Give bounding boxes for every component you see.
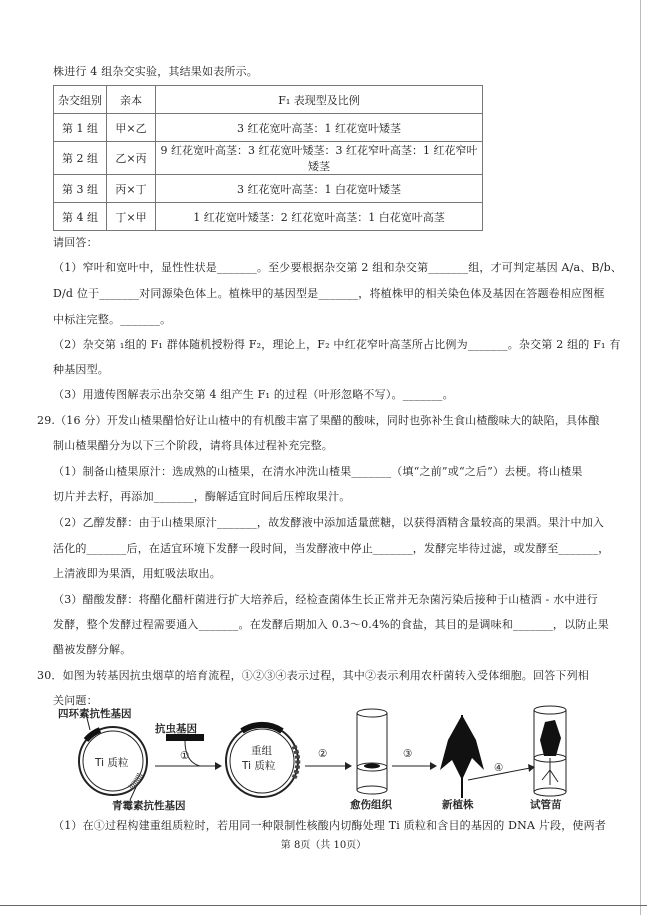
table-header: 亲本	[107, 86, 156, 114]
table-cell: 丁×甲	[107, 203, 156, 231]
step3-label: ③	[403, 748, 413, 760]
table-header: 杂交组别	[54, 86, 107, 114]
new-plant-shape	[440, 715, 484, 798]
intro-text: 株进行 4 组杂交实验，其结果如表所示。	[53, 65, 258, 78]
table-header: F₁ 表现型及比例	[156, 86, 483, 114]
table-cell: 第 3 组	[54, 175, 107, 203]
callus-label: 愈伤组织	[350, 799, 392, 811]
q29-line: （3）醋酸发酵：将醋化醋杆菌进行扩大培养后，经检查菌体生长正常并无杂菌污染后接种于山楂酒 - 水中进行	[53, 593, 598, 606]
recombinant-label-1: 重组	[251, 745, 272, 757]
q29-line: 醋被发酵分解。	[53, 643, 132, 656]
step4-label: ④	[494, 762, 504, 774]
q28-line: （1）窄叶和宽叶中，显性性状是_______。至少要根据杂交第 2 组和杂交第_______组，才可判定基因 A/a、B/b、	[53, 261, 623, 274]
table-header-row	[54, 86, 483, 114]
table-row	[54, 114, 483, 142]
tetracycline-gene-label: 四环素抗性基因	[58, 708, 132, 720]
table-row	[54, 142, 483, 175]
q28-line: D/d 位于_______对同源染色体上。植株甲的基因型是_______，将植株甲的相关染色体及基因在答题卷相应图框	[53, 287, 605, 300]
q29-line: 上清液即为果酒，用虹吸法取出。	[53, 567, 221, 580]
table-cell: 乙×丙	[107, 142, 156, 175]
plantlet-label: 试管苗	[530, 799, 562, 811]
q29-line: 制山楂果醋分为以下三个阶段，请将具体过程补充完整。	[53, 439, 333, 452]
page-edge-bottom	[0, 905, 647, 906]
table-cell: 丙×丁	[107, 175, 156, 203]
table-cell: 3 红花宽叶高茎：1 白花宽叶矮茎	[156, 175, 483, 203]
table-cell: 9 红花宽叶高茎：3 红花宽叶矮茎：3 红花窄叶高茎：1 红花窄叶矮茎	[156, 142, 483, 175]
q28-line: 中标注完整。_______。	[53, 313, 172, 326]
q29-line: （1）制备山楂果原汁：选成熟的山楂果，在清水冲洗山楂果_______（填“之前”或“之后”）去梗。将山楂果	[53, 465, 583, 478]
q28-line: （2）杂交第 ₁组的 F₁ 群体随机授粉得 F₂，理论上，F₂ 中红花窄叶高茎所占比例为_______。杂交第 2 组的 F₁ 有	[53, 338, 621, 351]
cross-results-table	[53, 85, 483, 231]
q28-prompt: 请回答：	[53, 236, 98, 249]
table-cell: 3 红花宽叶高茎：1 红花宽叶矮茎	[156, 114, 483, 142]
recombinant-label-2: Ti 质粒	[242, 760, 276, 772]
ti-plasmid-label: Ti 质粒	[95, 757, 129, 769]
table-cell: 1 红花宽叶矮茎：2 红花宽叶高茎：1 白花宽叶高茎	[156, 203, 483, 231]
q28-line: （3）用遗传图解表示出杂交第 4 组产生 F₁ 的过程（叶形忽略不写）。_______。	[53, 388, 454, 401]
insect-gene-label: 抗虫基因	[155, 723, 197, 735]
test-tube-plantlet	[534, 706, 566, 796]
q29-line: 29.（16 分）开发山楂果醋恰好让山楂中的有机酸丰富了果醋的酸味，同时也弥补生食山楂酸味大的缺陷，具体酿	[37, 414, 600, 427]
page-footer: 第 8页（共 10页）	[280, 840, 367, 851]
q30-line: 30．如图为转基因抗虫烟草的培育流程，①②③④表示过程，其中②表示利用农杆菌转入受体细胞。回答下列相	[37, 669, 589, 682]
table-row	[54, 175, 483, 203]
q29-line: 切片并去籽，再添加_______，酶解适宜时间后压榨取果汁。	[53, 490, 351, 503]
q29-line: 活化的_______后，在适宜环境下发酵一段时间，当发酵液中停止_______，发酵完毕待过滤，或发酵至_______，	[53, 542, 610, 555]
penicillin-gene-label: 青霉素抗性基因	[112, 800, 186, 812]
q30-sub1: （1）在①过程构建重组质粒时，若用同一种限制性核酸内切酶处理 Ti 质粒和含目的基因的 DNA 片段，使两者	[53, 819, 607, 832]
table-cell: 第 4 组	[54, 203, 107, 231]
table-row	[54, 203, 483, 231]
step1-label: ①	[180, 750, 190, 762]
callus-tube	[357, 709, 387, 794]
step2-label: ②	[318, 748, 328, 760]
table-cell: 第 2 组	[54, 142, 107, 175]
table-cell: 第 1 组	[54, 114, 107, 142]
new-plant-label: 新植株	[442, 799, 474, 811]
table-cell: 甲×乙	[107, 114, 156, 142]
q29-line: 发酵，整个发酵过程需要通入_______。在发酵后期加入 0.3～0.4%的食盐，其目的是调味和_______，以防止果	[53, 618, 609, 631]
q30-line: 关问题：	[53, 694, 98, 707]
q29-line: （2）乙醇发酵：由于山楂果原汁_______，故发酵液中添加适量蔗糖，以获得酒精含量较高的果酒。果汁中加入	[53, 516, 605, 529]
q28-line: 种基因型。	[53, 363, 109, 376]
